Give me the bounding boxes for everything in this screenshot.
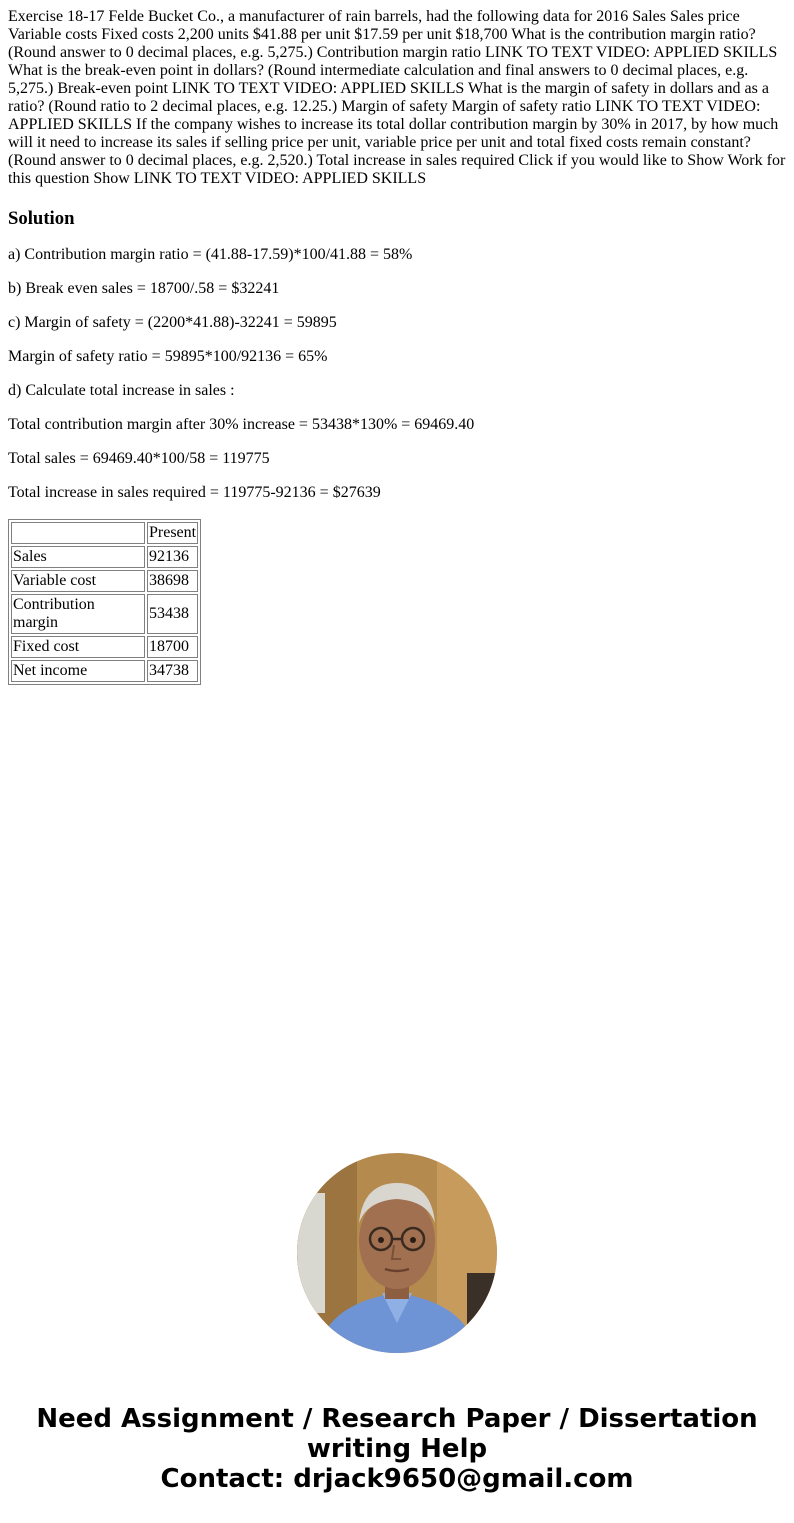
- table-cell-label: Variable cost: [11, 570, 145, 592]
- table-header-cell: [11, 522, 145, 544]
- solution-line-a: a) Contribution margin ratio = (41.88-17.59)*100/41.88 = 58%: [8, 246, 413, 263]
- solution-line-b: b) Break even sales = 18700/.58 = $32241: [8, 280, 280, 297]
- table-row: [11, 546, 198, 568]
- promo-line-1: Need Assignment / Research Paper / Dissertation: [36, 1404, 758, 1434]
- solution-line-d-increase: Total increase in sales required = 119775-92136 = $27639: [8, 484, 381, 501]
- solution-line-d: d) Calculate total increase in sales :: [8, 382, 235, 399]
- solution-line-d-contribution: Total contribution margin after 30% increase = 53438*130% = 69469.40: [8, 416, 475, 433]
- table-cell-label: Net income: [11, 660, 145, 682]
- author-portrait: [297, 1153, 497, 1353]
- table-cell-label: Sales: [11, 546, 145, 568]
- table-cell-value: 53438: [147, 594, 198, 634]
- table-cell-label: Contribution margin: [11, 594, 145, 634]
- table-row: [11, 594, 198, 634]
- table-cell-value: 34738: [147, 660, 198, 682]
- table-cell-label: Fixed cost: [11, 636, 145, 658]
- table-row: [11, 636, 198, 658]
- author-avatar: [297, 1153, 497, 1353]
- table-cell-value: 92136: [147, 546, 198, 568]
- summary-table: [8, 519, 201, 685]
- solution-line-c-ratio: Margin of safety ratio = 59895*100/92136 = 65%: [8, 348, 328, 365]
- question-block: [8, 8, 787, 230]
- solution-heading: Solution: [8, 208, 75, 229]
- table-header-row: [11, 522, 198, 544]
- question-text: Exercise 18-17 Felde Bucket Co., a manufacturer of rain barrels, had the following data for 2016 Sales Sales price Variable costs Fixed costs 2,200 units $41.88 per unit $17.59 per unit $18,700 What is the contribution margin ratio? (Round answer to 0 decimal places, e.g. 5,275.) Contribution margin ratio LINK TO TEXT VIDEO: APPLIED SKILLS What is the break-even point in dollars? (Round intermediate calculation and final answers to 0 decimal places, e.g. 5,275.) Break-even point LINK TO TEXT VIDEO: APPLIED SKILLS What is the margin of safety in dollars and as a ratio? (Round ratio to 2 decimal places, e.g. 12.25.) Margin of safety Margin of safety ratio LINK TO TEXT VIDEO: APPLIED SKILLS If the company wishes to increase its total dollar contribution margin by 30% in 2017, by how much will it need to increase its sales if selling price per unit, variable price per unit and total fixed costs remain constant? (Round answer to 0 decimal places, e.g. 2,520.) Total increase in sales required Click if you would like to Show Work for this question Show LINK TO TEXT VIDEO: APPLIED SKILLS: [8, 8, 786, 187]
- table-cell-value: 38698: [147, 570, 198, 592]
- table-row: [11, 660, 198, 682]
- promo-line-2: writing Help: [306, 1434, 488, 1464]
- table-header-cell: Present: [147, 522, 198, 544]
- table-row: [11, 570, 198, 592]
- table-cell-value: 18700: [147, 636, 198, 658]
- promo-contact-line: Contact: drjack9650@gmail.com: [160, 1464, 634, 1494]
- solution-line-d-total-sales: Total sales = 69469.40*100/58 = 119775: [8, 450, 270, 467]
- solution-line-c: c) Margin of safety = (2200*41.88)-32241 = 59895: [8, 314, 337, 331]
